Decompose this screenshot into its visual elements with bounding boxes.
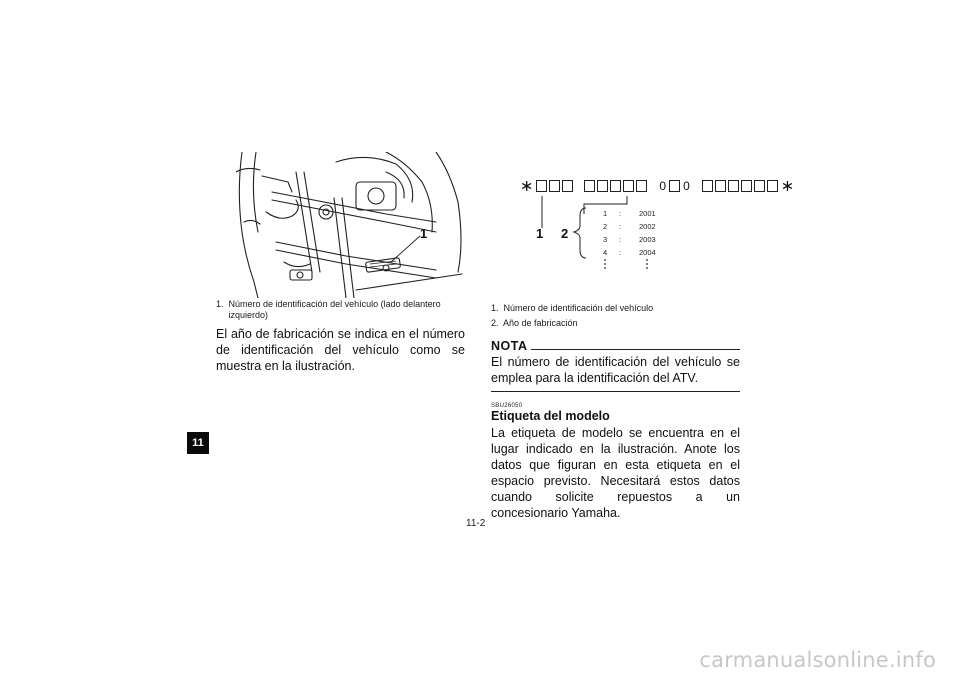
callout-1-right: 1 bbox=[536, 226, 544, 241]
year-value: 2001 bbox=[639, 209, 656, 218]
year-row bbox=[603, 220, 656, 233]
vin-star-start: ∗ bbox=[520, 178, 534, 195]
caption-item bbox=[491, 303, 741, 314]
year-value: 2002 bbox=[639, 222, 656, 231]
page-number: 11-2 bbox=[466, 518, 486, 529]
note-title: NOTA bbox=[491, 339, 528, 353]
caption-text-cont: izquierdo) bbox=[228, 310, 269, 320]
chapter-tab: 11 bbox=[187, 432, 209, 454]
vin-plant-digit: 0 bbox=[683, 179, 690, 193]
caption-number: 1. bbox=[491, 303, 499, 313]
year-code: 1 bbox=[603, 209, 608, 218]
year-sep: : bbox=[619, 235, 622, 244]
year-row bbox=[603, 233, 656, 246]
callout-1-left: 1 bbox=[420, 226, 428, 241]
section-code: SBU26050 bbox=[491, 403, 523, 409]
year-value: 2004 bbox=[639, 248, 656, 257]
captions-right bbox=[491, 303, 741, 329]
vin-box bbox=[728, 180, 739, 192]
caption-text: Número de identificación del vehículo (lado delantero bbox=[228, 299, 441, 309]
year-sep: : bbox=[619, 209, 622, 218]
year-table bbox=[603, 207, 656, 259]
caption-number: 1. bbox=[216, 299, 224, 309]
watermark: carmanualsonline.info bbox=[699, 648, 936, 672]
section-paragraph: La etiqueta de modelo se encuentra en el lugar indicado en la ilustración. Anote los datos que figuran en esta etiqueta en el espacio previsto. Necesitará estos datos cuando solicite repuestos a un concesionario Yamaha. bbox=[491, 426, 740, 520]
callout-2-right: 2 bbox=[561, 226, 569, 241]
vin-box bbox=[767, 180, 778, 192]
year-code: 4 bbox=[603, 248, 608, 257]
year-value: 2003 bbox=[639, 235, 656, 244]
vin-check-digit: 0 bbox=[659, 179, 667, 193]
caption-item bbox=[491, 318, 741, 329]
caption-text: Número de identificación del vehículo bbox=[503, 303, 654, 313]
year-row bbox=[603, 207, 656, 220]
year-paragraph: El año de fabricación se indica en el número de identificación del vehículo como se muestra en la ilustración. bbox=[216, 327, 465, 373]
vin-box bbox=[741, 180, 752, 192]
note-text: El número de identificación del vehículo se emplea para la identificación del ATV. bbox=[491, 355, 740, 385]
year-sep: : bbox=[619, 222, 622, 231]
caption-left bbox=[216, 299, 466, 321]
year-sep: : bbox=[619, 248, 622, 257]
year-code: 2 bbox=[603, 222, 608, 231]
caption-number: 2. bbox=[491, 318, 499, 328]
caption-text: Año de fabricación bbox=[503, 318, 578, 328]
continuation-dots bbox=[603, 258, 653, 272]
year-code: 3 bbox=[603, 235, 608, 244]
vin-star-end: ∗ bbox=[780, 178, 795, 195]
vin-location-illustration bbox=[236, 152, 464, 298]
note-box bbox=[491, 339, 740, 392]
vin-box bbox=[754, 180, 765, 192]
section-title: Etiqueta del modelo bbox=[491, 409, 610, 423]
